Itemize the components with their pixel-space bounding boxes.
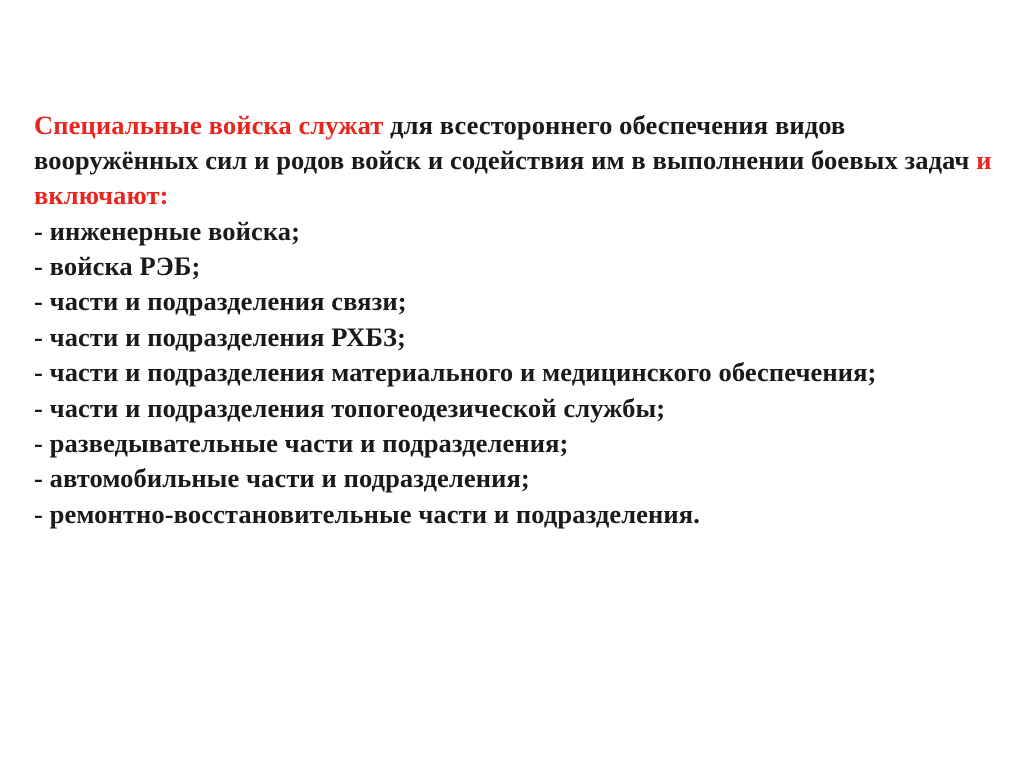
slide-content [34,108,994,532]
list-item: - войска РЭБ; [34,251,201,282]
list-item: - автомобильные части и подразделения; [34,463,530,494]
list-item: - части и подразделения РХБЗ; [34,321,406,352]
intro-highlight-start: Специальные войска служат [34,110,384,140]
list-item: - инженерные войска; [34,215,301,246]
list-item: - ремонтно-восстановительные части и подразделения. [34,498,700,529]
list-item: - части и подразделения материального и медицинского обеспечения; [34,357,877,388]
intro-body: для всестороннего обеспечения видов вооружённых сил и родов войск и содействия им в выполнении боевых задач [34,110,977,176]
list-item: - разведывательные части и подразделения; [34,427,569,458]
list-item: - части и подразделения топогеодезической службы; [34,392,666,423]
intro-highlight-end: и включают: [34,145,992,211]
intro-paragraph [34,108,994,214]
list-item: - части и подразделения связи; [34,286,407,317]
troops-list [34,214,994,532]
